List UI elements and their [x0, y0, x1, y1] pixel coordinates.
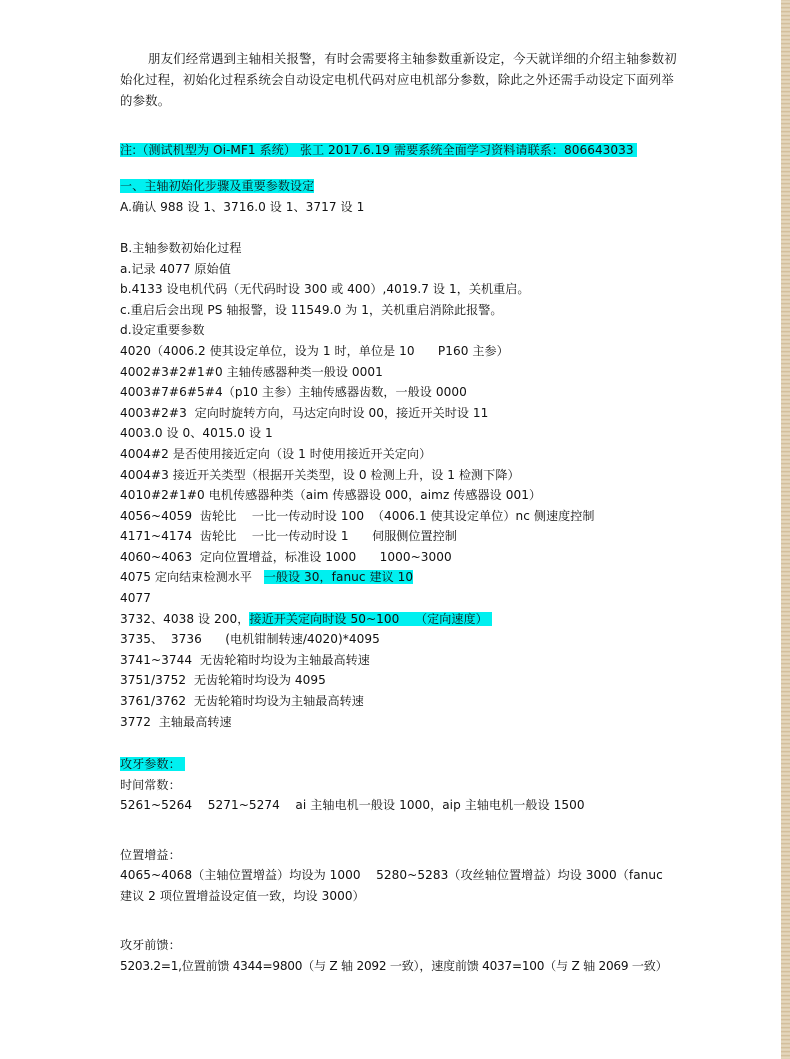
param-line: 4171~4174 齿轮比 一比一传动时设 1 伺服侧位置控制 — [120, 529, 457, 544]
param-line: 3772 主轴最高转速 — [120, 714, 232, 729]
param-line: 4010#2#1#0 电机传感器种类（aim 传感器设 000，aimz 传感器设 001） — [120, 488, 542, 503]
position-gain-line: 建议 2 项位置增益设定值一致，均设 3000） — [120, 888, 365, 903]
feedforward-line: 5203.2=1,位置前馈 4344=9800（与 Z 轴 2092 一致），速度前馈 4037=100（与 Z 轴 2069 一致） — [120, 958, 668, 973]
param-line: 4003#7#6#5#4（p10 主参）主轴传感器齿数，一般设 0000 — [120, 385, 467, 400]
param-line: 4003#2#3 定向时旋转方向，马达定向时设 00，接近开关时设 11 — [120, 405, 489, 420]
position-gain-line: 4065~4068（主轴位置增益）均设为 1000 5280~5283（攻丝轴位置增益）均设 3000（fanuc — [120, 868, 663, 883]
param-line: 3761/3762 无齿轮箱时均设为主轴最高转速 — [120, 694, 364, 709]
param-4075-highlight: 一般设 30，fanuc 建议 10 — [263, 570, 414, 585]
param-4075-label: 4075 定向结束检测水平 — [120, 570, 264, 585]
param-line: 4056~4059 齿轮比 一比一传动时设 100 （4006.1 使其设定单位）nc 侧速度控制 — [120, 508, 595, 523]
time-constant-line: 5261~5264 5271~5274 ai 主轴电机一般设 1000，aip 主轴电机一般设 1500 — [120, 798, 585, 813]
document-page — [120, 48, 680, 976]
time-constant-label: 时间常数： — [120, 777, 181, 792]
param-3732-label: 3732、4038 设 200， — [120, 611, 250, 626]
note-highlight: 注:（测试机型为 Oi-MF1 系统） 张工 2017.6.19 需要系统全面学习资料请联系：806643033 — [120, 143, 637, 157]
intro-paragraph: 朋友们经常遇到主轴相关报警，有时会需要将主轴参数重新设定，今天就详细的介绍主轴参数初始化过程，初始化过程系统会自动设定电机代码对应电机部分参数，除此之外还需手动设定下面列举的参数。 — [120, 51, 677, 108]
param-line: a.记录 4077 原始值 — [120, 261, 231, 276]
param-line: c.重启后会出现 PS 轴报警，设 11549.0 为 1，关机重启消除此报警。 — [120, 302, 503, 317]
param-line: b.4133 设电机代码（无代码时设 300 或 400）,4019.7 设 1，关机重启。 — [120, 282, 530, 297]
param-line: 4004#3 接近开关类型（根据开关类型，设 0 检测上升，设 1 检测下降） — [120, 467, 520, 482]
param-3732-highlight: 接近开关定向时设 50~100 （定向速度） — [249, 612, 491, 626]
param-line: 3741~3744 无齿轮箱时均设为主轴最高转速 — [120, 652, 370, 667]
param-line: 3751/3752 无齿轮箱时均设为 4095 — [120, 673, 326, 688]
param-line: d.设定重要参数 — [120, 323, 205, 338]
param-line: 4003.0 设 0、4015.0 设 1 — [120, 426, 273, 441]
tapping-heading: 攻牙参数： — [120, 757, 185, 771]
step-a: A.确认 988 设 1、3716.0 设 1、3717 设 1 — [120, 199, 365, 214]
step-b: B.主轴参数初始化过程 — [120, 240, 242, 255]
position-gain-label: 位置增益： — [120, 847, 181, 862]
feedforward-label: 攻牙前馈： — [120, 937, 181, 952]
page-edge-decoration — [781, 0, 790, 1059]
param-line: 4002#3#2#1#0 主轴传感器种类一般设 0001 — [120, 364, 383, 379]
param-line: 4020（4006.2 使其设定单位，设为 1 时，单位是 10 P160 主参） — [120, 343, 509, 358]
param-line: 3735、 3736 (电机钳制转速/4020)*4095 — [120, 632, 380, 647]
param-line: 4004#2 是否使用接近定向（设 1 时使用接近开关定向） — [120, 446, 432, 461]
section1-heading: 一、主轴初始化步骤及重要参数设定 — [120, 179, 315, 194]
param-line: 4077 — [120, 591, 151, 606]
param-line: 4060~4063 定向位置增益，标准设 1000 1000~3000 — [120, 549, 452, 564]
